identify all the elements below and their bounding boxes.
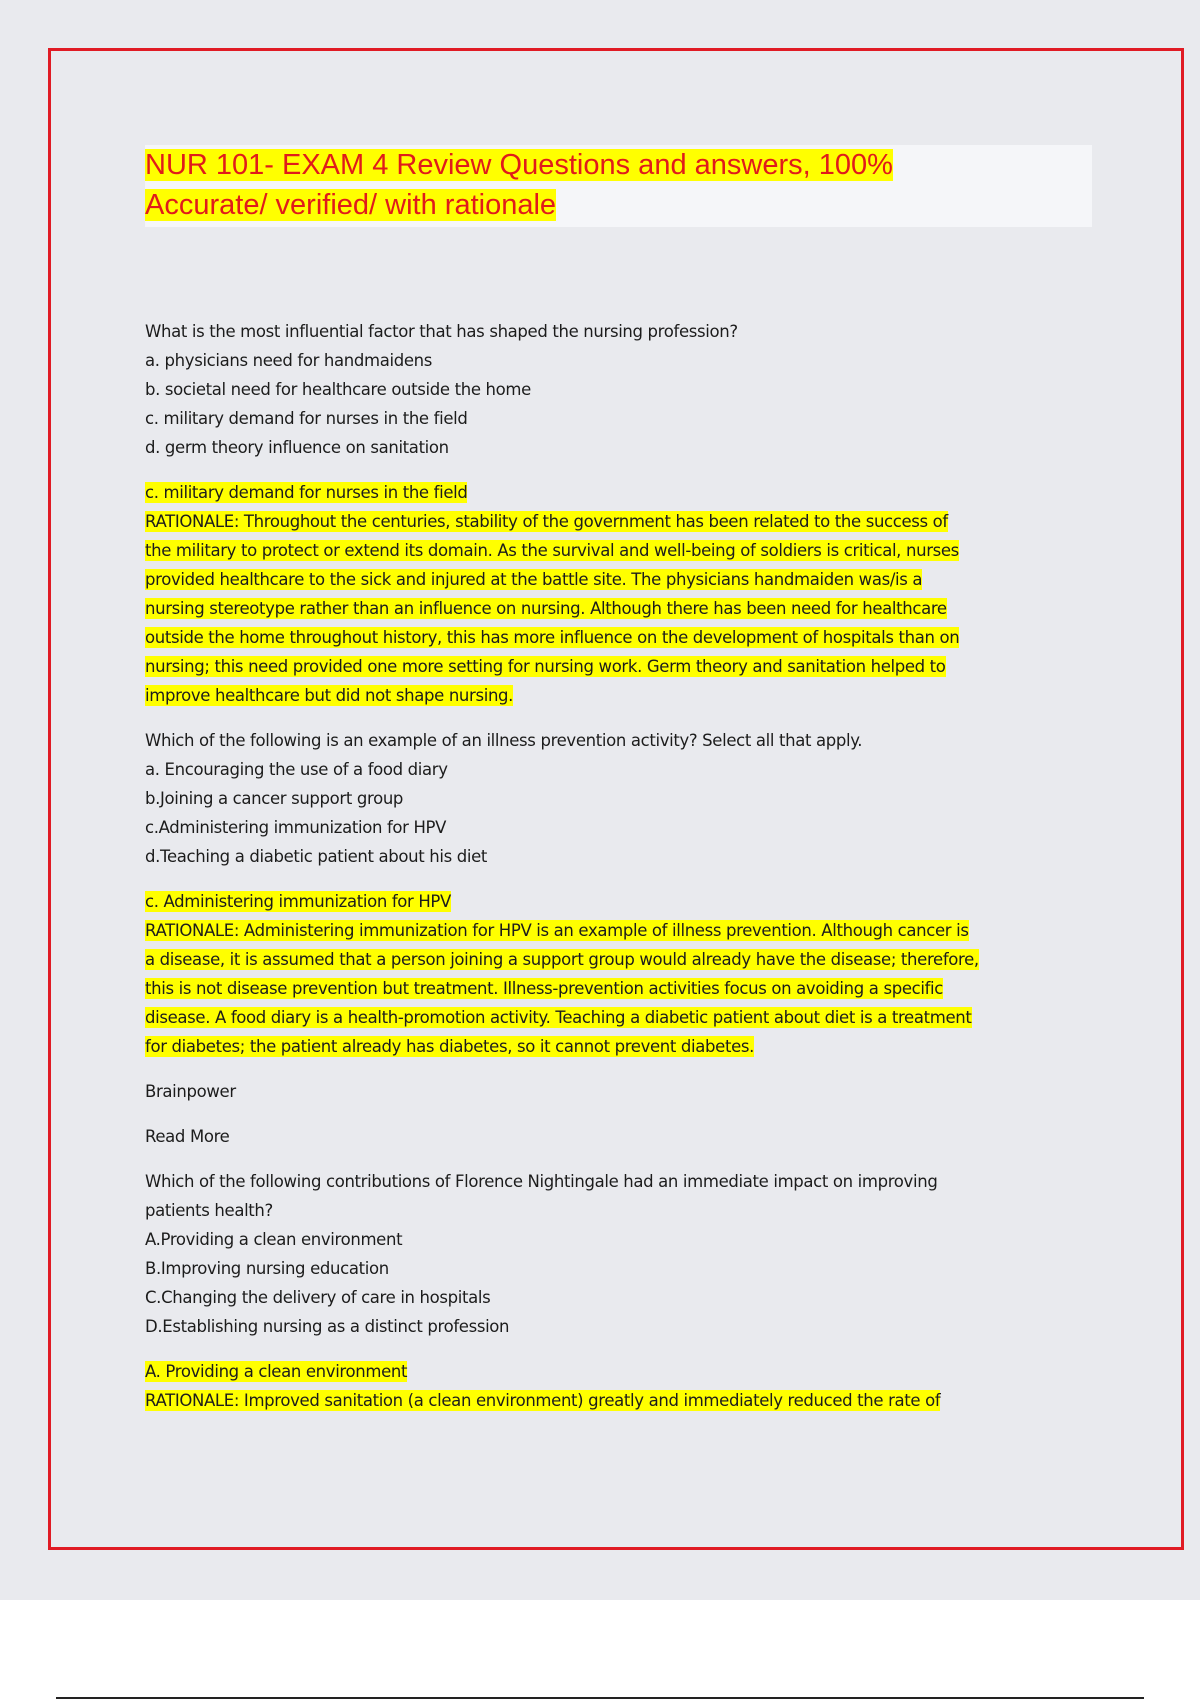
rationale-line: improve healthcare but did not shape nursing. [145,686,514,705]
answer-text: A. Providing a clean environment [145,1362,408,1381]
title-line-2: Accurate/ verified/ with rationale [145,189,557,221]
answer-block-2 [145,887,1095,1061]
bottom-divider [56,1697,1144,1699]
option-d: d. germ theory influence on sanitation [145,438,449,457]
document-title [145,145,1045,225]
rationale-line: this is not disease prevention but treatment. Illness-prevention activities focus on avoiding a specific [145,979,943,998]
question-text: Which of the following is an example of an illness prevention activity? Select all that apply. [145,731,863,750]
document-content [145,317,1095,1415]
option-b: b.Joining a cancer support group [145,789,404,808]
option-b: B.Improving nursing education [145,1259,389,1278]
rationale-line: nursing; this need provided one more setting for nursing work. Germ theory and sanitation helped to [145,657,946,676]
question-text: Which of the following contributions of Florence Nightingale had an immediate impact on improving [145,1172,938,1191]
answer-block-3 [145,1357,1095,1415]
option-d: D.Establishing nursing as a distinct profession [145,1317,510,1336]
title-line-1: NUR 101- EXAM 4 Review Questions and answers, 100% [145,149,893,181]
answer-text: c. military demand for nurses in the field [145,483,468,502]
question-block-3 [145,1167,1095,1341]
option-c: c.Administering immunization for HPV [145,818,447,837]
rationale-line: provided healthcare to the sick and injured at the battle site. The physicians handmaiden was/is a [145,570,923,589]
answer-text: c. Administering immunization for HPV [145,892,451,911]
rationale-line: RATIONALE: Improved sanitation (a clean environment) greatly and immediately reduced the rate of [145,1391,941,1410]
brainpower-label: Brainpower [145,1082,236,1101]
option-c: c. military demand for nurses in the field [145,409,468,428]
rationale-line: RATIONALE: Throughout the centuries, stability of the government has been related to the success of [145,512,948,531]
option-a: A.Providing a clean environment [145,1230,403,1249]
rationale-line: the military to protect or extend its domain. As the survival and well-being of soldiers is critical, nurses [145,541,959,560]
question-text: patients health? [145,1201,273,1220]
read-more-link[interactable]: Read More [145,1127,230,1146]
rationale-line: nursing stereotype rather than an influence on nursing. Although there has been need for healthcare [145,599,947,618]
option-b: b. societal need for healthcare outside the home [145,380,531,399]
rationale-line: for diabetes; the patient already has diabetes, so it cannot prevent diabetes. [145,1037,755,1056]
rationale-line: disease. A food diary is a health-promotion activity. Teaching a diabetic patient about diet is a treatment [145,1008,972,1027]
question-block-2 [145,726,1095,871]
rationale-line: a disease, it is assumed that a person joining a support group would already have the disease; therefore, [145,950,979,969]
question-block-1 [145,317,1095,462]
option-a: a. Encouraging the use of a food diary [145,760,448,779]
option-c: C.Changing the delivery of care in hospitals [145,1288,491,1307]
option-a: a. physicians need for handmaidens [145,351,433,370]
question-text: What is the most influential factor that has shaped the nursing profession? [145,322,738,341]
rationale-line: outside the home throughout history, this has more influence on the development of hospitals than on [145,628,960,647]
answer-block-1 [145,478,1095,710]
rationale-line: RATIONALE: Administering immunization for HPV is an example of illness prevention. Although cancer is [145,921,969,940]
option-d: d.Teaching a diabetic patient about his diet [145,847,488,866]
